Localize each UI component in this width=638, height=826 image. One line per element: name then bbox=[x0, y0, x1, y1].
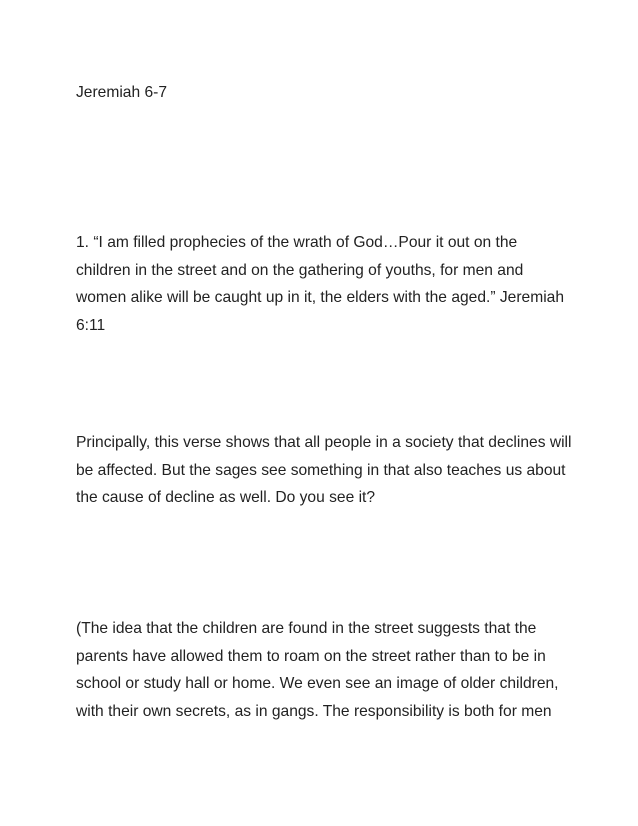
document-title bbox=[76, 79, 566, 107]
paragraph-line: (The idea that the children are found in the street suggests that the bbox=[76, 620, 537, 637]
paragraph-line: be affected. But the sages see something in that also teaches us about bbox=[76, 461, 566, 479]
paragraph-line: parents have allowed them to roam on the street rather than to be in bbox=[76, 647, 546, 665]
paragraph-line: school or study hall or home. We even see an image of older children, bbox=[76, 675, 559, 692]
paragraph-line: Principally, this verse shows that all people in a society that declines will bbox=[76, 434, 572, 451]
paragraph-line: 6:11 bbox=[76, 316, 106, 334]
paragraph-answer bbox=[76, 615, 566, 725]
paragraph-verse-quote bbox=[76, 229, 566, 339]
title-text: Jeremiah 6-7 bbox=[76, 84, 168, 101]
paragraph-line: women alike will be caught up in it, the elders with the aged.” Jeremiah bbox=[76, 289, 564, 306]
paragraph-line: the cause of decline as well. Do you see it? bbox=[76, 489, 376, 506]
paragraph-line: with their own secrets, as in gangs. The responsibility is both for men bbox=[76, 702, 552, 720]
paragraph-line: children in the street and on the gathering of youths, for men and bbox=[76, 261, 524, 279]
paragraph-line: 1. “I am filled prophecies of the wrath of God…Pour it out on the bbox=[76, 234, 518, 251]
paragraph-question bbox=[76, 429, 572, 512]
